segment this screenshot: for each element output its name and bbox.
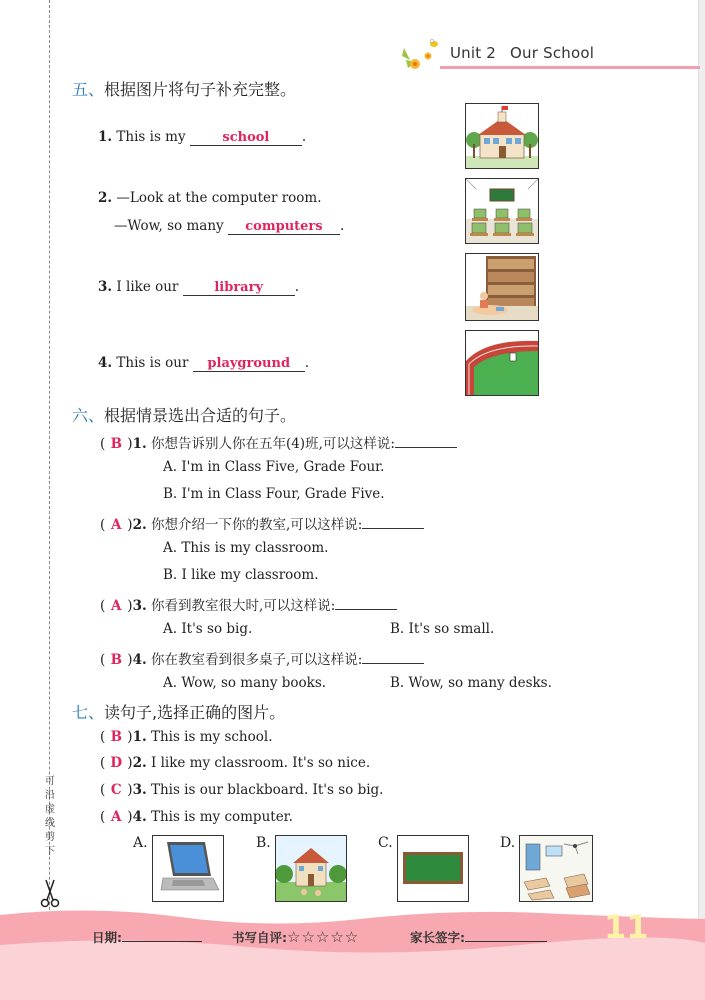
school-building-image — [465, 103, 539, 169]
question-text: I like my classroom. It's so nice. — [146, 755, 371, 771]
choice-question-3: ( A )3. 你看到教室很大时,可以这样说: — [100, 594, 397, 614]
answer-line — [362, 516, 424, 529]
question-text: . — [339, 218, 345, 234]
match-question-1: ( B )1. This is my school. — [100, 729, 273, 745]
option-b: B. I'm in Class Four, Grade Five. — [163, 486, 385, 502]
option-label-d: D. — [500, 835, 516, 851]
section-number: 七、 — [72, 703, 105, 722]
answer-line — [335, 597, 397, 610]
answer-letter[interactable]: B — [110, 652, 122, 668]
choice-question-1: ( B )1. 你想告诉别人你在五年(4)班,可以这样说: — [100, 432, 457, 452]
answer-letter[interactable]: D — [110, 755, 123, 771]
option-b: B. Wow, so many desks. — [390, 675, 552, 691]
section-heading: 根据情景选出合适的句子。 — [104, 406, 297, 425]
unit-header — [450, 44, 594, 62]
question-text: This is my — [112, 129, 190, 145]
question-number: 2. — [98, 190, 113, 206]
answer-line — [362, 651, 424, 664]
question-text: —Wow, so many — [114, 218, 228, 234]
fill-question-4 — [98, 355, 309, 372]
question-text: This is our blackboard. It's so big. — [146, 782, 384, 798]
question-number: 4. — [132, 652, 147, 668]
date-field — [92, 928, 202, 946]
answer-letter[interactable]: A — [111, 809, 122, 825]
answer-letter[interactable]: C — [110, 782, 122, 798]
question-text: 你想介绍一下你的教室,可以这样说: — [146, 517, 363, 533]
section-7-title — [72, 700, 285, 723]
question-number: 3. — [98, 279, 113, 295]
section-number: 六、 — [72, 406, 105, 425]
question-text: . — [304, 355, 310, 371]
fill-question-3 — [98, 279, 299, 296]
question-number: 3. — [132, 782, 147, 798]
date-label: 日期: — [92, 930, 122, 945]
option-label-b: B. — [256, 835, 271, 851]
cut-char: 沿 — [45, 790, 55, 801]
question-text: . — [301, 129, 307, 145]
choice-question-2: ( A )2. 你想介绍一下你的教室,可以这样说: — [100, 513, 424, 533]
flower-bee-icon — [398, 38, 444, 76]
cut-char: 线 — [45, 818, 55, 829]
question-text: 你看到教室很大时,可以这样说: — [146, 598, 336, 614]
cut-char: 可 — [45, 776, 55, 787]
self-eval-field — [232, 928, 359, 946]
answer-letter[interactable]: A — [111, 598, 122, 614]
question-number: 1. — [98, 129, 113, 145]
question-number: 3. — [132, 598, 147, 614]
answer-letter[interactable]: B — [110, 729, 122, 745]
question-text: . — [294, 279, 299, 295]
cut-char: 剪 — [45, 832, 55, 843]
page-edge — [698, 0, 705, 1000]
fill-question-2 — [98, 190, 322, 206]
question-text: —Look at the computer room. — [112, 190, 322, 206]
school-image[interactable] — [275, 835, 347, 902]
question-text: This is our — [112, 355, 193, 371]
section-number: 五、 — [72, 80, 105, 99]
question-number: 2. — [132, 517, 147, 533]
self-eval-label: 书写自评: — [232, 930, 287, 945]
question-text: 你在教室看到很多桌子,可以这样说: — [146, 652, 363, 668]
answer-blank[interactable]: library — [183, 280, 295, 296]
fill-question-1 — [98, 129, 306, 146]
section-6-title — [72, 403, 296, 426]
answer-blank[interactable]: school — [190, 130, 302, 146]
answer-blank[interactable]: playground — [193, 356, 305, 372]
question-text: This is my school. — [146, 729, 273, 745]
question-text: 你想告诉别人你在五年(4)班,可以这样说: — [146, 436, 395, 452]
option-b: B. It's so small. — [390, 621, 495, 637]
match-question-4: ( A )4. This is my computer. — [100, 809, 293, 825]
option-label-a: A. — [133, 835, 148, 851]
parent-sign-label: 家长签字: — [410, 930, 465, 945]
question-number: 1. — [132, 729, 147, 745]
header-underline — [440, 66, 700, 69]
question-number: 1. — [132, 436, 147, 452]
section-5-title — [72, 77, 296, 100]
section-heading: 根据图片将句子补充完整。 — [104, 80, 297, 99]
unit-number: Unit 2 — [450, 44, 497, 62]
scissors-icon — [38, 878, 62, 908]
option-label-c: C. — [378, 835, 393, 851]
question-number: 4. — [132, 809, 147, 825]
unit-title: Our School — [510, 44, 595, 62]
cut-char: 下 — [45, 846, 55, 857]
option-a: A. This is my classroom. — [163, 540, 329, 556]
library-image — [465, 253, 539, 321]
fill-question-2-line2 — [114, 218, 344, 235]
answer-letter[interactable]: B — [110, 436, 122, 452]
answer-letter[interactable]: A — [111, 517, 122, 533]
footer-band — [0, 905, 705, 1000]
computer-room-image — [465, 178, 539, 244]
question-number: 2. — [132, 755, 147, 771]
star-rating[interactable]: ☆☆☆☆☆ — [287, 928, 360, 946]
cut-instruction — [42, 775, 58, 859]
page-number: 11 — [604, 908, 649, 946]
classroom-image[interactable] — [519, 835, 593, 902]
cut-char: 虚 — [45, 804, 55, 815]
parent-sign-field — [410, 928, 547, 946]
playground-image — [465, 330, 539, 396]
question-text: I like our — [112, 279, 183, 295]
choice-question-4: ( B )4. 你在教室看到很多桌子,可以这样说: — [100, 648, 424, 668]
option-b: B. I like my classroom. — [163, 567, 319, 583]
question-text: This is my computer. — [146, 809, 293, 825]
option-a: A. It's so big. — [163, 621, 253, 637]
option-a: A. I'm in Class Five, Grade Four. — [163, 459, 385, 475]
section-heading: 读句子,选择正确的图片。 — [104, 703, 286, 722]
option-a: A. Wow, so many books. — [163, 675, 327, 691]
match-question-3: ( C )3. This is our blackboard. It's so big. — [100, 782, 384, 798]
parent-sign-line[interactable] — [465, 929, 547, 942]
match-question-2: ( D )2. I like my classroom. It's so nice. — [100, 755, 371, 771]
question-number: 4. — [98, 355, 113, 371]
blackboard-image[interactable] — [397, 835, 469, 902]
date-line[interactable] — [122, 929, 202, 942]
answer-blank[interactable]: computers — [228, 219, 340, 235]
laptop-image[interactable] — [152, 835, 224, 902]
answer-line — [395, 435, 457, 448]
